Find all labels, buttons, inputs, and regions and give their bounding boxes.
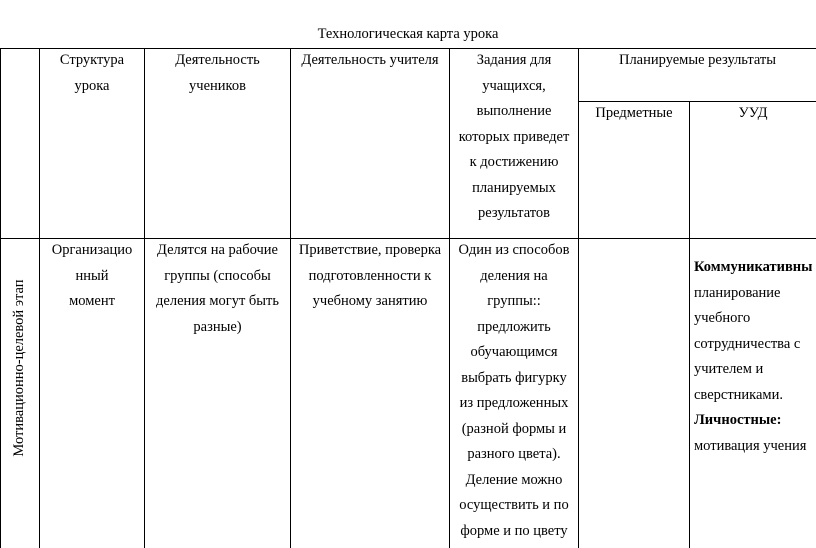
uud-personal-text: мотивация учения xyxy=(694,437,807,454)
table-left-border xyxy=(0,48,1,548)
header-uud: УУД xyxy=(738,105,768,121)
stage-label: Мотивационно-целевой этап xyxy=(11,279,27,457)
row1-structure: Организацио нный момент xyxy=(51,242,133,309)
row1-tasks: Один из способов деления на группы:: предложить обучающимся выбрать фигурку из предложенных (разной формы и разного цвета). Деление можно осуществить и по форме и по цвету xyxy=(458,242,570,539)
page-title: Технологическая карта урока xyxy=(317,26,499,42)
uud-communicative-text: планирование учебного сотрудничества с учителем и сверстниками. xyxy=(694,284,801,403)
uud-personal-heading: Личностные: xyxy=(694,412,782,428)
col-divider-6 xyxy=(689,101,690,548)
row1-uud xyxy=(694,255,816,459)
header-structure: Структура урока xyxy=(59,52,125,94)
header-tasks: Задания для учащихся, выполнение которых приведет к достижению планируемых результатов xyxy=(458,52,570,221)
header-student-activity: Деятельность учеников xyxy=(175,52,260,94)
row1-teacher-activity: Приветствие, проверка подготовленности к учебному занятию xyxy=(298,242,442,309)
row1-student-activity: Делятся на рабочие группы (способы деления могут быть разные) xyxy=(156,242,279,335)
header-teacher-activity: Деятельность учителя xyxy=(301,52,439,68)
uud-communicative-heading: Коммуникативны xyxy=(694,259,813,275)
header-subject-results: Предметные xyxy=(595,105,673,121)
header-planned-results: Планируемые результаты xyxy=(618,52,777,68)
